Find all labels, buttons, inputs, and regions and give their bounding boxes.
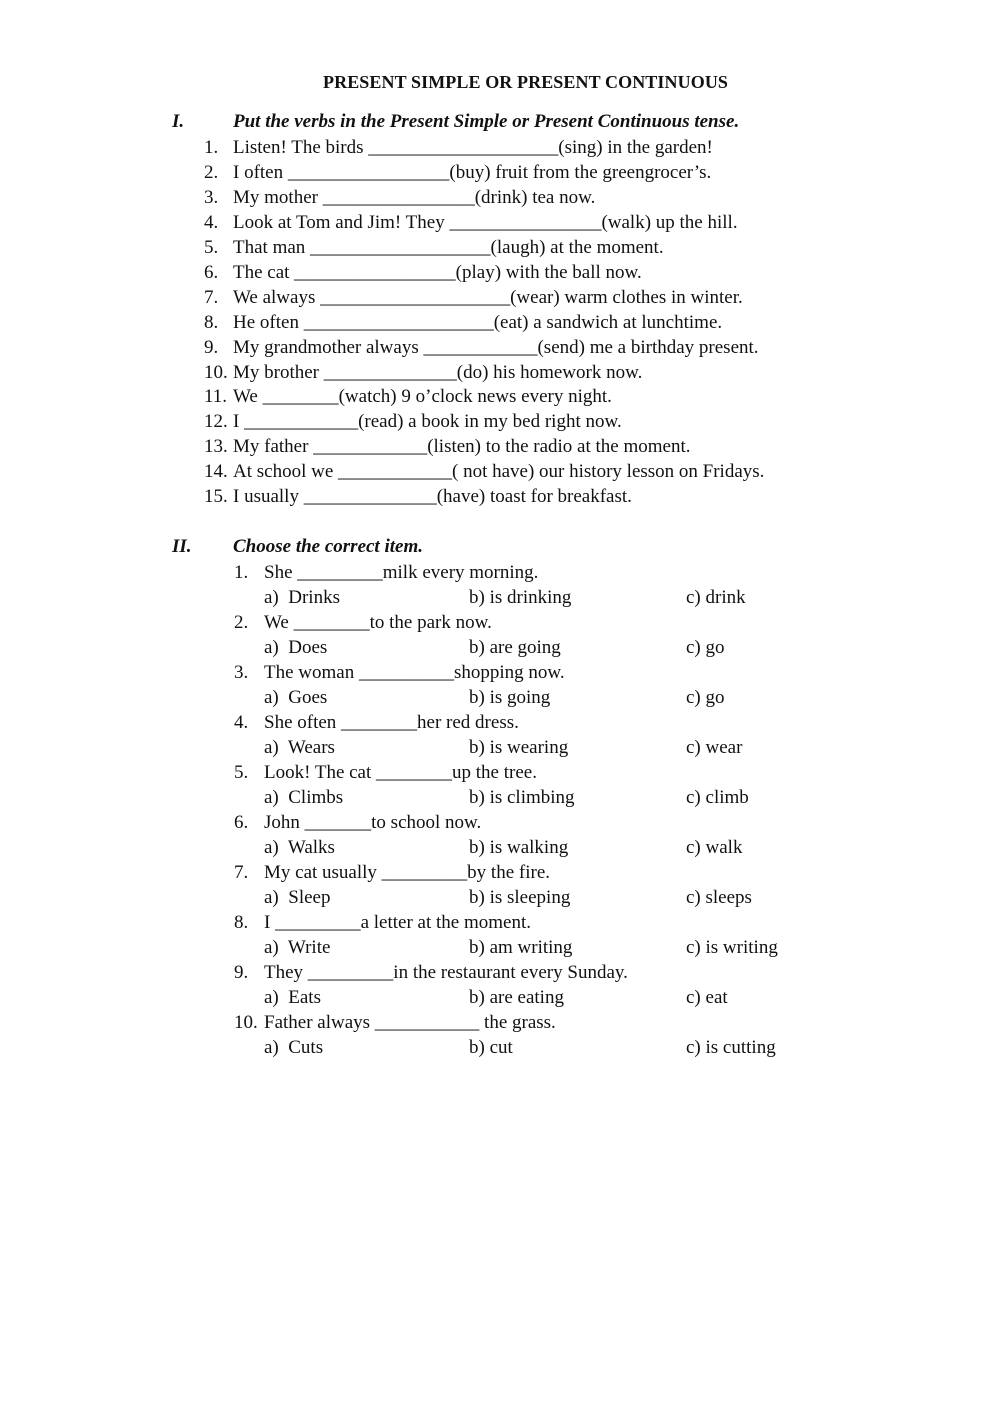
option-b: b) is drinking	[469, 587, 572, 608]
item-number: 10.	[204, 362, 228, 383]
item-text: I usually ______________(have) toast for breakfast.	[233, 486, 632, 507]
item-number: 4.	[234, 712, 249, 733]
page-title: PRESENT SIMPLE OR PRESENT CONTINUOUS	[323, 72, 729, 92]
item-text: We always ____________________(wear) warm clothes in winter.	[233, 287, 743, 308]
item-text: Look! The cat ________up the tree.	[264, 762, 537, 783]
option-a: a) Cuts	[264, 1037, 324, 1058]
option-b: b) is walking	[469, 837, 569, 858]
item-number: 3.	[234, 662, 249, 683]
item-number: 6.	[234, 812, 249, 833]
option-a: a) Walks	[264, 837, 335, 858]
item-number: 1.	[204, 137, 219, 158]
item-text: My grandmother always ____________(send) me a birthday present.	[233, 337, 759, 358]
item-number: 5.	[234, 762, 249, 783]
option-b: b) is going	[469, 687, 551, 708]
item-number: 3.	[204, 187, 219, 208]
option-c: c) climb	[686, 787, 749, 808]
option-a: a) Write	[264, 937, 331, 958]
option-c: c) drink	[686, 587, 746, 608]
option-b: b) am writing	[469, 937, 573, 958]
item-number: 10.	[234, 1012, 258, 1033]
option-b: b) cut	[469, 1037, 513, 1058]
item-number: 4.	[204, 212, 219, 233]
section-2-heading: Choose the correct item.	[233, 536, 423, 557]
item-text: She _________milk every morning.	[264, 562, 539, 583]
option-a: a) Sleep	[264, 887, 331, 908]
item-text: The cat _________________(play) with the ball now.	[233, 262, 642, 283]
item-number: 6.	[204, 262, 219, 283]
item-text: They _________in the restaurant every Sunday.	[264, 962, 628, 983]
option-a: a) Goes	[264, 687, 328, 708]
item-number: 8.	[204, 312, 219, 333]
item-text: My father ____________(listen) to the radio at the moment.	[233, 436, 691, 457]
item-text: I ____________(read) a book in my bed right now.	[233, 411, 622, 432]
option-c: c) sleeps	[686, 887, 752, 908]
section-1-numeral: I.	[172, 111, 185, 132]
section-1-heading: Put the verbs in the Present Simple or Present Continuous tense.	[233, 111, 740, 132]
option-a: a) Wears	[264, 737, 335, 758]
item-text: John _______to school now.	[264, 812, 482, 833]
item-number: 5.	[204, 237, 219, 258]
item-text: I _________a letter at the moment.	[264, 912, 531, 933]
option-c: c) is cutting	[686, 1037, 776, 1058]
item-text: I often _________________(buy) fruit from the greengrocer’s.	[233, 162, 712, 183]
item-number: 9.	[234, 962, 249, 983]
option-a: a) Climbs	[264, 787, 344, 808]
item-number: 7.	[234, 862, 249, 883]
item-number: 11.	[204, 386, 228, 407]
option-c: c) go	[686, 687, 725, 708]
item-number: 12.	[204, 411, 228, 432]
item-text: Look at Tom and Jim! They ________________(walk) up the hill.	[233, 212, 738, 233]
item-number: 13.	[204, 436, 228, 457]
item-number: 2.	[204, 162, 219, 183]
item-text: My mother ________________(drink) tea now.	[233, 187, 596, 208]
item-text: She often ________her red dress.	[264, 712, 519, 733]
section-2-numeral: II.	[172, 536, 192, 557]
item-text: My cat usually _________by the fire.	[264, 862, 551, 883]
option-c: c) eat	[686, 987, 728, 1008]
option-a: a) Drinks	[264, 587, 340, 608]
item-text: Listen! The birds ____________________(sing) in the garden!	[233, 137, 713, 158]
item-text: Father always ___________ the grass.	[264, 1012, 556, 1033]
item-number: 15.	[204, 486, 228, 507]
item-number: 2.	[234, 612, 249, 633]
option-b: b) is climbing	[469, 787, 575, 808]
item-text: At school we ____________( not have) our history lesson on Fridays.	[233, 461, 765, 482]
option-b: b) is wearing	[469, 737, 569, 758]
item-text: We ________to the park now.	[264, 612, 492, 633]
item-text: That man ___________________(laugh) at the moment.	[233, 237, 664, 258]
item-number: 9.	[204, 337, 219, 358]
item-number: 14.	[204, 461, 228, 482]
option-c: c) walk	[686, 837, 743, 858]
item-text: He often ____________________(eat) a sandwich at lunchtime.	[233, 312, 723, 333]
option-c: c) go	[686, 637, 725, 658]
option-a: a) Eats	[264, 987, 321, 1008]
item-text: We ________(watch) 9 o’clock news every night.	[233, 386, 612, 407]
option-c: c) is writing	[686, 937, 778, 958]
option-b: b) are eating	[469, 987, 564, 1008]
option-a: a) Does	[264, 637, 328, 658]
item-text: The woman __________shopping now.	[264, 662, 565, 683]
item-number: 7.	[204, 287, 219, 308]
option-b: b) are going	[469, 637, 561, 658]
item-number: 8.	[234, 912, 249, 933]
option-c: c) wear	[686, 737, 743, 758]
item-text: My brother ______________(do) his homework now.	[233, 362, 643, 383]
option-b: b) is sleeping	[469, 887, 571, 908]
item-number: 1.	[234, 562, 249, 583]
